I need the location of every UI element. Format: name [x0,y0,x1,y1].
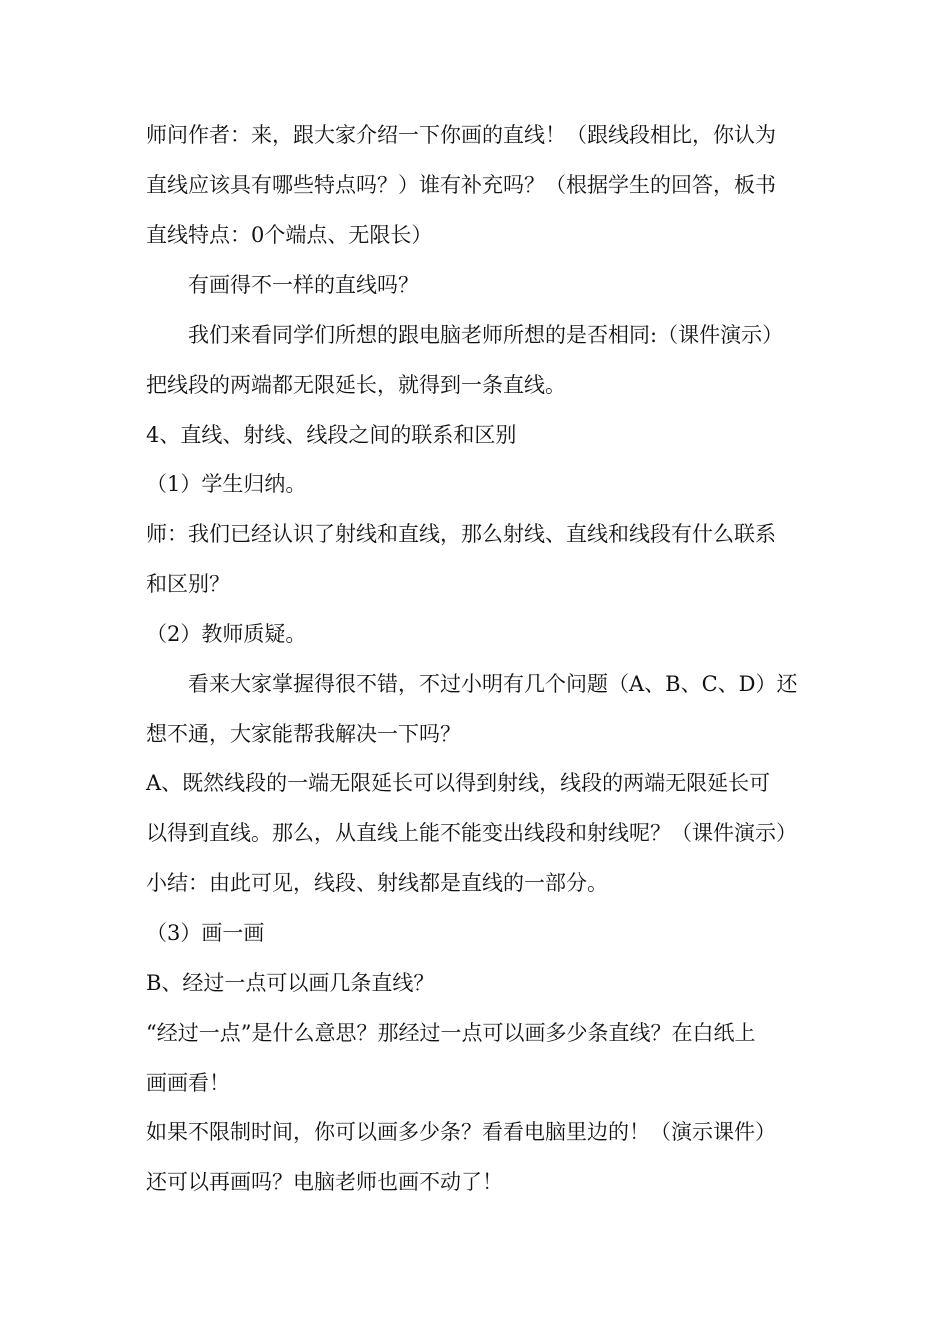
text-line: 画画看！ [146,1071,230,1095]
text-line: （1）学生归纳。 [146,472,307,496]
text-line: 和区别？ [146,572,230,596]
text-line: 看来大家掌握得很不错，不过小明有几个问题（A、B、C、D）还 [188,672,798,696]
text-line: （3）画一画 [146,921,265,945]
text-line: “经过一点”是什么意思？那经过一点可以画多少条直线？在白纸上 [146,1021,756,1045]
text-line: 我们来看同学们所想的跟电脑老师所想的是否相同:（课件演示） [188,323,784,347]
section-heading: 4、直线、射线、线段之间的联系和区别 [146,423,517,447]
text-line: （2）教师质疑。 [146,622,307,646]
text-line: 有画得不一样的直线吗？ [188,273,419,297]
text-line: 把线段的两端都无限延长，就得到一条直线。 [146,373,566,397]
text-line: 如果不限制时间，你可以画多少条？看看电脑里边的！（演示课件） [146,1120,776,1144]
text-line: 想不通，大家能帮我解决一下吗？ [146,722,461,746]
text-line: 以得到直线。那么，从直线上能不能变出线段和射线呢？（课件演示） [146,821,797,845]
text-line: 直线特点：0个端点、无限长） [146,223,433,247]
text-line: 师：我们已经认识了射线和直线，那么射线、直线和线段有什么联系 [146,522,776,546]
text-line: 直线应该具有哪些特点吗？）谁有补充吗？（根据学生的回答，板书 [146,173,776,197]
text-line: A、既然线段的一端无限延长可以得到射线，线段的两端无限延长可 [146,771,771,795]
text-line: 小结：由此可见，线段、射线都是直线的一部分。 [146,871,608,895]
text-line: 师问作者：来，跟大家介绍一下你画的直线！（跟线段相比，你认为 [146,123,776,147]
text-line: B、经过一点可以画几条直线？ [146,971,435,995]
text-line: 还可以再画吗？电脑老师也画不动了！ [146,1170,503,1194]
